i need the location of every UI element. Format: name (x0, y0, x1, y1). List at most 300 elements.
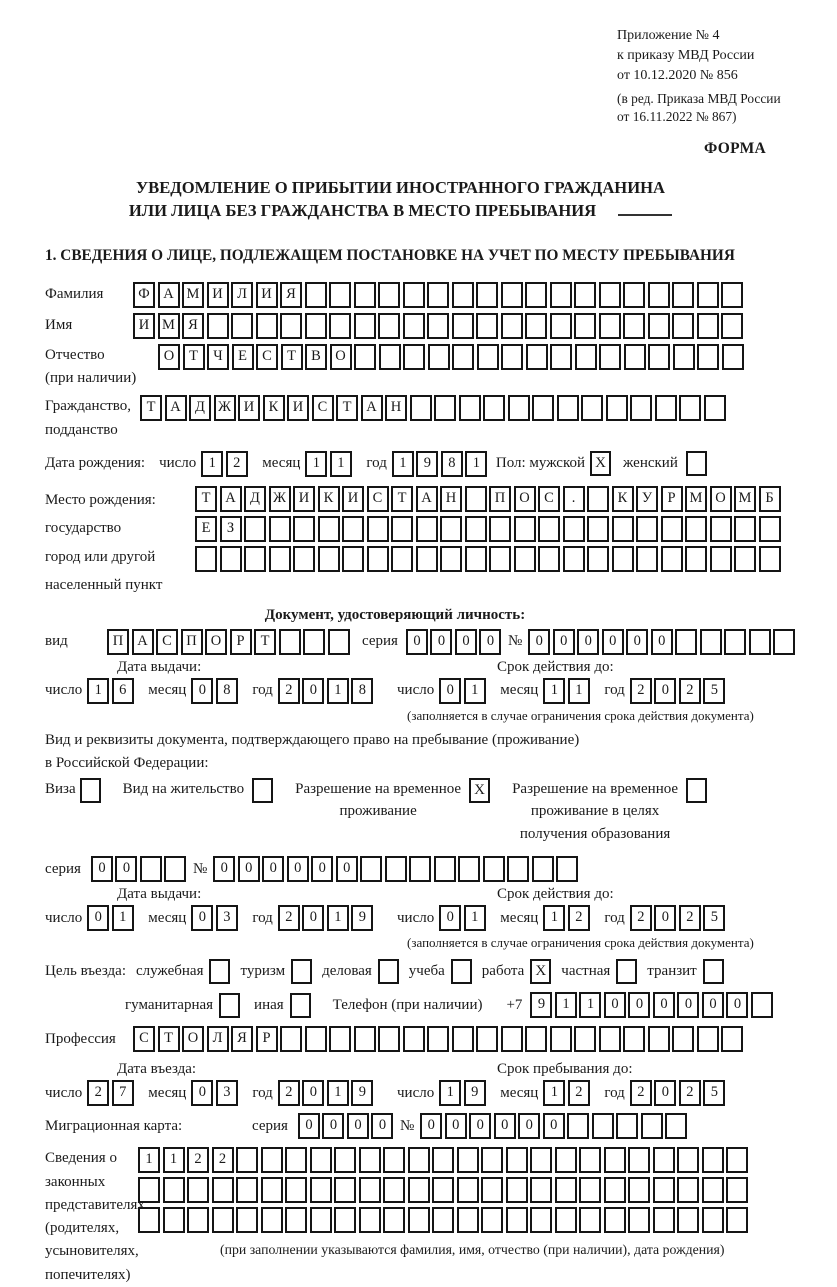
char-cell[interactable] (587, 546, 609, 572)
char-cell[interactable]: 1 (327, 678, 349, 704)
char-cell[interactable] (581, 395, 603, 421)
char-cell[interactable] (628, 1147, 650, 1173)
char-cell[interactable]: О (205, 629, 227, 655)
char-cell[interactable]: Р (256, 1026, 278, 1052)
char-cell[interactable] (661, 516, 683, 542)
char-cell[interactable] (702, 1177, 724, 1203)
char-cell[interactable]: Б (759, 486, 781, 512)
char-cell[interactable] (641, 1113, 663, 1139)
char-cell[interactable] (726, 1147, 748, 1173)
char-cell[interactable] (677, 1177, 699, 1203)
char-cell[interactable] (195, 546, 217, 572)
char-cell[interactable] (773, 629, 795, 655)
char-cell[interactable] (354, 313, 376, 339)
char-cell[interactable] (526, 344, 548, 370)
char-cell[interactable] (599, 282, 621, 308)
char-cell[interactable] (721, 313, 743, 339)
char-cell[interactable]: 1 (327, 905, 349, 931)
char-cell[interactable]: 0 (238, 856, 260, 882)
char-cell[interactable]: 2 (568, 905, 590, 931)
char-cell[interactable] (212, 1207, 234, 1233)
char-cell[interactable]: 9 (351, 1080, 373, 1106)
char-cell[interactable]: 8 (351, 678, 373, 704)
char-cell[interactable] (231, 313, 253, 339)
char-cell[interactable] (367, 516, 389, 542)
char-cell[interactable] (704, 395, 726, 421)
char-cell[interactable]: С (367, 486, 389, 512)
char-cell[interactable]: 0 (628, 992, 650, 1018)
char-cell[interactable]: А (361, 395, 383, 421)
char-cell[interactable]: 2 (212, 1147, 234, 1173)
char-cell[interactable]: И (342, 486, 364, 512)
char-cell[interactable] (587, 486, 609, 512)
char-cell[interactable] (555, 1207, 577, 1233)
char-cell[interactable] (685, 546, 707, 572)
char-cell[interactable]: 0 (479, 629, 501, 655)
char-cell[interactable] (329, 1026, 351, 1052)
char-cell[interactable] (665, 1113, 687, 1139)
char-cell[interactable] (749, 629, 771, 655)
char-cell[interactable]: 0 (602, 629, 624, 655)
char-cell[interactable]: 8 (441, 451, 463, 477)
char-cell[interactable]: 2 (568, 1080, 590, 1106)
residence-permit-checkbox[interactable] (252, 778, 273, 803)
char-cell[interactable] (385, 856, 407, 882)
char-cell[interactable] (207, 313, 229, 339)
char-cell[interactable] (648, 313, 670, 339)
char-cell[interactable] (432, 1177, 454, 1203)
char-cell[interactable]: 2 (679, 1080, 701, 1106)
char-cell[interactable] (599, 313, 621, 339)
char-cell[interactable] (279, 629, 301, 655)
char-cell[interactable] (648, 344, 670, 370)
char-cell[interactable]: 0 (494, 1113, 516, 1139)
char-cell[interactable]: 0 (654, 905, 676, 931)
char-cell[interactable]: 0 (191, 1080, 213, 1106)
char-cell[interactable]: 5 (703, 905, 725, 931)
char-cell[interactable] (556, 856, 578, 882)
char-cell[interactable]: 0 (322, 1113, 344, 1139)
char-cell[interactable]: 1 (138, 1147, 160, 1173)
char-cell[interactable] (244, 546, 266, 572)
char-cell[interactable] (293, 546, 315, 572)
char-cell[interactable] (489, 546, 511, 572)
char-cell[interactable] (555, 1147, 577, 1173)
char-cell[interactable]: 0 (445, 1113, 467, 1139)
char-cell[interactable]: Л (207, 1026, 229, 1052)
char-cell[interactable] (677, 1207, 699, 1233)
char-cell[interactable] (434, 395, 456, 421)
char-cell[interactable] (604, 1177, 626, 1203)
char-cell[interactable] (403, 282, 425, 308)
char-cell[interactable]: О (514, 486, 536, 512)
char-cell[interactable] (261, 1207, 283, 1233)
char-cell[interactable] (514, 516, 536, 542)
char-cell[interactable] (329, 282, 351, 308)
char-cell[interactable]: Ж (214, 395, 236, 421)
char-cell[interactable]: И (256, 282, 278, 308)
purpose-official-checkbox[interactable] (209, 959, 230, 984)
char-cell[interactable] (563, 546, 585, 572)
char-cell[interactable]: А (158, 282, 180, 308)
purpose-work-checkbox[interactable]: X (530, 959, 551, 984)
char-cell[interactable] (550, 313, 572, 339)
char-cell[interactable] (342, 546, 364, 572)
char-cell[interactable]: 0 (302, 905, 324, 931)
char-cell[interactable] (538, 546, 560, 572)
char-cell[interactable] (269, 516, 291, 542)
char-cell[interactable]: 0 (653, 992, 675, 1018)
char-cell[interactable] (514, 546, 536, 572)
char-cell[interactable]: 0 (302, 678, 324, 704)
char-cell[interactable]: 2 (679, 905, 701, 931)
char-cell[interactable] (187, 1207, 209, 1233)
char-cell[interactable]: И (238, 395, 260, 421)
char-cell[interactable] (481, 1147, 503, 1173)
char-cell[interactable]: 6 (112, 678, 134, 704)
char-cell[interactable]: 0 (518, 1113, 540, 1139)
char-cell[interactable] (244, 516, 266, 542)
char-cell[interactable]: 0 (347, 1113, 369, 1139)
char-cell[interactable]: Т (140, 395, 162, 421)
char-cell[interactable]: Н (440, 486, 462, 512)
char-cell[interactable]: 1 (330, 451, 352, 477)
char-cell[interactable]: 5 (703, 678, 725, 704)
char-cell[interactable] (506, 1207, 528, 1233)
char-cell[interactable] (563, 516, 585, 542)
char-cell[interactable]: 2 (187, 1147, 209, 1173)
char-cell[interactable] (236, 1207, 258, 1233)
char-cell[interactable] (383, 1147, 405, 1173)
char-cell[interactable]: 9 (464, 1080, 486, 1106)
char-cell[interactable] (354, 282, 376, 308)
char-cell[interactable] (525, 313, 547, 339)
char-cell[interactable]: 0 (302, 1080, 324, 1106)
char-cell[interactable] (702, 1207, 724, 1233)
char-cell[interactable]: Т (336, 395, 358, 421)
char-cell[interactable] (530, 1207, 552, 1233)
char-cell[interactable] (604, 1207, 626, 1233)
char-cell[interactable]: 0 (553, 629, 575, 655)
char-cell[interactable] (303, 629, 325, 655)
char-cell[interactable]: 1 (163, 1147, 185, 1173)
char-cell[interactable] (410, 395, 432, 421)
visa-checkbox[interactable] (80, 778, 101, 803)
char-cell[interactable] (476, 313, 498, 339)
char-cell[interactable]: Т (183, 344, 205, 370)
char-cell[interactable] (697, 1026, 719, 1052)
female-checkbox[interactable] (686, 451, 707, 476)
char-cell[interactable]: В (305, 344, 327, 370)
char-cell[interactable]: С (156, 629, 178, 655)
char-cell[interactable]: 2 (278, 1080, 300, 1106)
char-cell[interactable]: Т (254, 629, 276, 655)
char-cell[interactable]: 3 (216, 905, 238, 931)
char-cell[interactable]: 0 (455, 629, 477, 655)
char-cell[interactable] (672, 1026, 694, 1052)
char-cell[interactable] (525, 1026, 547, 1052)
char-cell[interactable] (403, 1026, 425, 1052)
char-cell[interactable]: 0 (191, 678, 213, 704)
char-cell[interactable] (507, 856, 529, 882)
char-cell[interactable]: А (416, 486, 438, 512)
char-cell[interactable]: 0 (626, 629, 648, 655)
char-cell[interactable] (550, 344, 572, 370)
temp-residence-checkbox[interactable]: X (469, 778, 490, 803)
char-cell[interactable]: П (181, 629, 203, 655)
char-cell[interactable] (476, 282, 498, 308)
char-cell[interactable] (440, 546, 462, 572)
char-cell[interactable]: 2 (630, 905, 652, 931)
char-cell[interactable]: 0 (406, 629, 428, 655)
char-cell[interactable] (140, 856, 162, 882)
char-cell[interactable] (440, 516, 462, 542)
char-cell[interactable] (655, 395, 677, 421)
char-cell[interactable]: И (287, 395, 309, 421)
char-cell[interactable]: 0 (420, 1113, 442, 1139)
char-cell[interactable] (427, 313, 449, 339)
char-cell[interactable] (256, 313, 278, 339)
char-cell[interactable] (379, 344, 401, 370)
char-cell[interactable]: 0 (311, 856, 333, 882)
char-cell[interactable]: А (165, 395, 187, 421)
char-cell[interactable]: 3 (216, 1080, 238, 1106)
char-cell[interactable] (673, 344, 695, 370)
char-cell[interactable] (506, 1177, 528, 1203)
char-cell[interactable] (416, 546, 438, 572)
char-cell[interactable] (220, 546, 242, 572)
char-cell[interactable] (285, 1147, 307, 1173)
char-cell[interactable] (285, 1177, 307, 1203)
char-cell[interactable] (367, 546, 389, 572)
char-cell[interactable] (599, 1026, 621, 1052)
char-cell[interactable] (310, 1177, 332, 1203)
char-cell[interactable] (672, 282, 694, 308)
char-cell[interactable]: 0 (654, 678, 676, 704)
char-cell[interactable]: 1 (327, 1080, 349, 1106)
char-cell[interactable]: 0 (287, 856, 309, 882)
char-cell[interactable]: И (293, 486, 315, 512)
char-cell[interactable]: 2 (278, 678, 300, 704)
char-cell[interactable] (721, 1026, 743, 1052)
char-cell[interactable] (465, 546, 487, 572)
char-cell[interactable] (452, 313, 474, 339)
char-cell[interactable]: 8 (216, 678, 238, 704)
char-cell[interactable]: Т (281, 344, 303, 370)
char-cell[interactable]: 2 (630, 1080, 652, 1106)
char-cell[interactable] (501, 313, 523, 339)
char-cell[interactable]: 2 (226, 451, 248, 477)
char-cell[interactable] (342, 516, 364, 542)
char-cell[interactable] (408, 1177, 430, 1203)
char-cell[interactable]: 0 (336, 856, 358, 882)
char-cell[interactable]: 0 (191, 905, 213, 931)
char-cell[interactable] (722, 344, 744, 370)
char-cell[interactable] (280, 1026, 302, 1052)
char-cell[interactable]: 1 (305, 451, 327, 477)
char-cell[interactable]: 0 (726, 992, 748, 1018)
char-cell[interactable] (530, 1147, 552, 1173)
char-cell[interactable]: 2 (87, 1080, 109, 1106)
char-cell[interactable] (409, 856, 431, 882)
char-cell[interactable] (579, 1177, 601, 1203)
char-cell[interactable] (236, 1177, 258, 1203)
char-cell[interactable] (557, 395, 579, 421)
char-cell[interactable]: 0 (543, 1113, 565, 1139)
char-cell[interactable]: Т (158, 1026, 180, 1052)
purpose-other-checkbox[interactable] (290, 993, 311, 1018)
char-cell[interactable] (360, 856, 382, 882)
char-cell[interactable]: 0 (604, 992, 626, 1018)
char-cell[interactable]: Д (189, 395, 211, 421)
char-cell[interactable] (329, 313, 351, 339)
char-cell[interactable] (427, 1026, 449, 1052)
char-cell[interactable]: Е (232, 344, 254, 370)
char-cell[interactable] (612, 516, 634, 542)
char-cell[interactable] (359, 1147, 381, 1173)
char-cell[interactable]: К (263, 395, 285, 421)
char-cell[interactable] (587, 516, 609, 542)
purpose-business-checkbox[interactable] (378, 959, 399, 984)
char-cell[interactable] (697, 344, 719, 370)
char-cell[interactable] (465, 516, 487, 542)
char-cell[interactable]: 1 (87, 678, 109, 704)
char-cell[interactable] (293, 516, 315, 542)
char-cell[interactable] (432, 1147, 454, 1173)
char-cell[interactable]: С (538, 486, 560, 512)
char-cell[interactable] (305, 313, 327, 339)
char-cell[interactable] (530, 1177, 552, 1203)
char-cell[interactable] (305, 1026, 327, 1052)
char-cell[interactable]: А (132, 629, 154, 655)
char-cell[interactable] (328, 629, 350, 655)
char-cell[interactable] (280, 313, 302, 339)
char-cell[interactable] (408, 1207, 430, 1233)
char-cell[interactable] (489, 516, 511, 542)
char-cell[interactable]: 2 (278, 905, 300, 931)
temp-residence-edu-checkbox[interactable] (686, 778, 707, 803)
char-cell[interactable]: 1 (555, 992, 577, 1018)
char-cell[interactable] (532, 395, 554, 421)
char-cell[interactable]: М (182, 282, 204, 308)
purpose-tourism-checkbox[interactable] (291, 959, 312, 984)
char-cell[interactable] (261, 1147, 283, 1173)
char-cell[interactable]: У (636, 486, 658, 512)
char-cell[interactable] (616, 1113, 638, 1139)
char-cell[interactable] (310, 1147, 332, 1173)
purpose-study-checkbox[interactable] (451, 959, 472, 984)
char-cell[interactable]: Т (195, 486, 217, 512)
char-cell[interactable]: 0 (651, 629, 673, 655)
char-cell[interactable]: 9 (416, 451, 438, 477)
char-cell[interactable] (432, 1207, 454, 1233)
char-cell[interactable] (592, 1113, 614, 1139)
char-cell[interactable] (697, 313, 719, 339)
char-cell[interactable] (636, 546, 658, 572)
char-cell[interactable] (702, 1147, 724, 1173)
char-cell[interactable]: 1 (579, 992, 601, 1018)
char-cell[interactable]: А (220, 486, 242, 512)
char-cell[interactable] (481, 1177, 503, 1203)
char-cell[interactable]: С (256, 344, 278, 370)
char-cell[interactable] (138, 1207, 160, 1233)
char-cell[interactable] (628, 1207, 650, 1233)
char-cell[interactable] (700, 629, 722, 655)
char-cell[interactable]: Р (230, 629, 252, 655)
char-cell[interactable]: Т (391, 486, 413, 512)
char-cell[interactable] (383, 1207, 405, 1233)
char-cell[interactable]: . (563, 486, 585, 512)
char-cell[interactable] (212, 1177, 234, 1203)
char-cell[interactable]: 0 (213, 856, 235, 882)
char-cell[interactable]: О (158, 344, 180, 370)
char-cell[interactable] (477, 344, 499, 370)
char-cell[interactable] (734, 546, 756, 572)
char-cell[interactable] (724, 629, 746, 655)
purpose-humanitarian-checkbox[interactable] (219, 993, 240, 1018)
char-cell[interactable] (623, 1026, 645, 1052)
char-cell[interactable] (391, 516, 413, 542)
char-cell[interactable] (726, 1207, 748, 1233)
char-cell[interactable] (236, 1147, 258, 1173)
char-cell[interactable] (628, 1177, 650, 1203)
char-cell[interactable]: К (318, 486, 340, 512)
char-cell[interactable] (476, 1026, 498, 1052)
male-checkbox[interactable]: X (590, 451, 611, 476)
char-cell[interactable]: 1 (464, 905, 486, 931)
char-cell[interactable] (653, 1207, 675, 1233)
char-cell[interactable] (677, 1147, 699, 1173)
char-cell[interactable]: Л (231, 282, 253, 308)
char-cell[interactable] (164, 856, 186, 882)
char-cell[interactable] (679, 395, 701, 421)
char-cell[interactable] (636, 516, 658, 542)
char-cell[interactable] (434, 856, 456, 882)
char-cell[interactable]: 0 (87, 905, 109, 931)
char-cell[interactable] (334, 1147, 356, 1173)
char-cell[interactable] (623, 282, 645, 308)
char-cell[interactable]: К (612, 486, 634, 512)
char-cell[interactable] (630, 395, 652, 421)
char-cell[interactable] (378, 313, 400, 339)
char-cell[interactable] (334, 1207, 356, 1233)
char-cell[interactable] (697, 282, 719, 308)
char-cell[interactable]: 2 (679, 678, 701, 704)
char-cell[interactable] (285, 1207, 307, 1233)
char-cell[interactable]: Я (182, 313, 204, 339)
char-cell[interactable]: 0 (439, 905, 461, 931)
char-cell[interactable]: 0 (439, 678, 461, 704)
char-cell[interactable] (501, 1026, 523, 1052)
char-cell[interactable]: 0 (577, 629, 599, 655)
char-cell[interactable]: 5 (703, 1080, 725, 1106)
char-cell[interactable] (359, 1207, 381, 1233)
char-cell[interactable] (459, 395, 481, 421)
char-cell[interactable] (452, 282, 474, 308)
char-cell[interactable] (465, 486, 487, 512)
char-cell[interactable] (567, 1113, 589, 1139)
char-cell[interactable] (575, 344, 597, 370)
char-cell[interactable]: 9 (351, 905, 373, 931)
char-cell[interactable] (508, 395, 530, 421)
char-cell[interactable]: Я (231, 1026, 253, 1052)
char-cell[interactable] (506, 1147, 528, 1173)
char-cell[interactable]: С (133, 1026, 155, 1052)
char-cell[interactable] (481, 1207, 503, 1233)
char-cell[interactable] (599, 344, 621, 370)
char-cell[interactable] (550, 1026, 572, 1052)
char-cell[interactable] (538, 516, 560, 542)
